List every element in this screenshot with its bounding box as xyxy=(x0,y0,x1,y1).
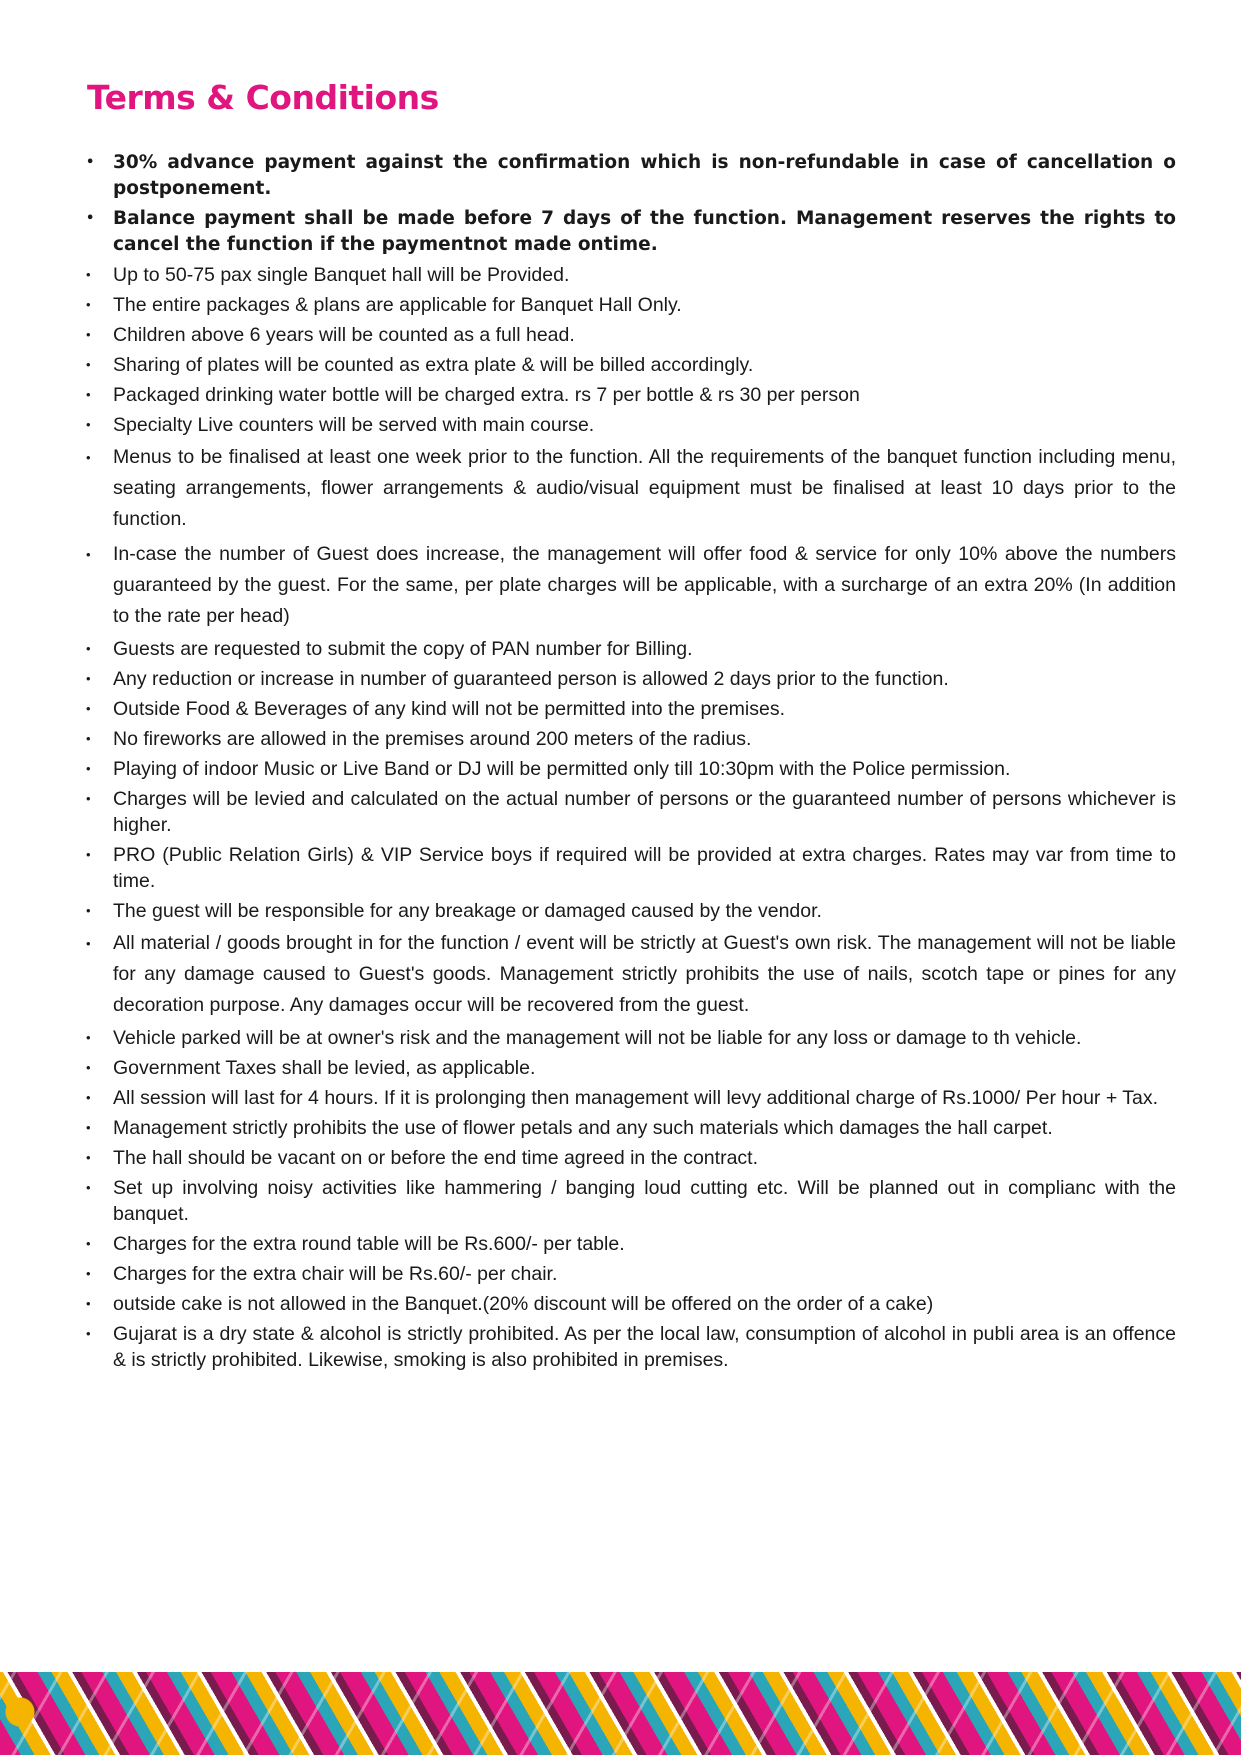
bullet-icon: • xyxy=(86,1030,91,1045)
bullet-icon: • xyxy=(86,417,91,432)
bullet-icon: • xyxy=(86,1180,91,1195)
bullet-icon: • xyxy=(86,450,91,465)
term-item xyxy=(86,1175,1176,1227)
bullet-icon: • xyxy=(86,671,91,686)
bullet-icon: • xyxy=(86,211,95,226)
term-text: Menus to be finalised at least one week prior to the function. All the requirements of the banquet function including menu, seating arrangements, flower arrangements & audio/visual equipment must be finalised at least 10 days prior to the function. xyxy=(113,446,1176,530)
term-text: In-case the number of Guest does increase, the management will offer food & service for only 10% above the numbers guaranteed by the guest. For the same, per plate charges will be applicable, with a surcharge of an extra 20% (In addition to the rate per head) xyxy=(113,543,1176,627)
bullet-icon: • xyxy=(86,327,91,342)
bullet-icon: • xyxy=(86,791,91,806)
bullet-icon: • xyxy=(86,1326,91,1341)
bullet-icon: • xyxy=(86,155,95,170)
term-text: Government Taxes shall be levied, as applicable. xyxy=(113,1057,536,1079)
term-item xyxy=(86,322,1176,348)
bullet-icon: • xyxy=(86,1120,91,1135)
term-item xyxy=(86,150,1176,202)
term-text: PRO (Public Relation Girls) & VIP Service boys if required will be provided at extra charges. Rates may var from time to time. xyxy=(113,844,1176,892)
page-title: Terms & Conditions xyxy=(87,78,439,117)
bullet-icon: • xyxy=(86,267,91,282)
term-item xyxy=(86,1231,1176,1257)
bullet-icon: • xyxy=(86,1090,91,1105)
bullet-icon: • xyxy=(86,1236,91,1251)
bullet-icon: • xyxy=(86,1266,91,1281)
bullet-icon: • xyxy=(86,1150,91,1165)
term-item xyxy=(86,636,1176,662)
term-text: The guest will be responsible for any breakage or damaged caused by the vendor. xyxy=(113,900,822,922)
term-item xyxy=(86,928,1176,1021)
term-item xyxy=(86,786,1176,838)
term-item xyxy=(86,1025,1176,1051)
bullet-icon: • xyxy=(86,1296,91,1311)
bullet-icon: • xyxy=(86,641,91,656)
bullet-icon: • xyxy=(86,761,91,776)
term-item xyxy=(86,1145,1176,1171)
term-text: Any reduction or increase in number of guaranteed person is allowed 2 days prior to the function. xyxy=(113,668,949,690)
bullet-icon: • xyxy=(86,936,91,951)
term-item xyxy=(86,666,1176,692)
term-text: The hall should be vacant on or before the end time agreed in the contract. xyxy=(113,1147,758,1169)
bullet-icon: • xyxy=(86,731,91,746)
term-text: Gujarat is a dry state & alcohol is strictly prohibited. As per the local law, consumption of alcohol in publi area is an offence & is strictly prohibited. Likewise, smoking is also prohibited in premises. xyxy=(113,1323,1176,1371)
bullet-icon: • xyxy=(86,297,91,312)
decorative-pattern-band xyxy=(0,1672,1241,1755)
term-text: Up to 50-75 pax single Banquet hall will be Provided. xyxy=(113,264,570,286)
term-item xyxy=(86,842,1176,894)
term-item xyxy=(86,292,1176,318)
term-text: The entire packages & plans are applicable for Banquet Hall Only. xyxy=(113,294,682,316)
bullet-icon: • xyxy=(86,547,91,562)
term-text: Management strictly prohibits the use of flower petals and any such materials which damages the hall carpet. xyxy=(113,1117,1053,1139)
term-text: Charges for the extra chair will be Rs.60/- per chair. xyxy=(113,1263,558,1285)
term-item xyxy=(86,262,1176,288)
bullet-icon: • xyxy=(86,357,91,372)
term-item xyxy=(86,1291,1176,1317)
terms-list xyxy=(86,150,1176,1377)
term-item xyxy=(86,898,1176,924)
term-text: No fireworks are allowed in the premises around 200 meters of the radius. xyxy=(113,728,752,750)
term-text: Packaged drinking water bottle will be charged extra. rs 7 per bottle & rs 30 per person xyxy=(113,384,860,406)
term-text: Specialty Live counters will be served with main course. xyxy=(113,414,595,436)
term-item xyxy=(86,1261,1176,1287)
term-text: 30% advance payment against the confirmation which is non-refundable in case of cancellation o postponement. xyxy=(113,152,1176,199)
term-item xyxy=(86,1085,1176,1111)
term-text: Set up involving noisy activities like hammering / banging loud cutting etc. Will be planned out in complianc with the banquet. xyxy=(113,1177,1176,1225)
term-text: Outside Food & Beverages of any kind will not be permitted into the premises. xyxy=(113,698,786,720)
term-text: Balance payment shall be made before 7 days of the function. Management reserves the rights to cancel the function if the paymentnot made ontime. xyxy=(113,208,1176,255)
term-item xyxy=(86,412,1176,438)
term-item xyxy=(86,726,1176,752)
term-item xyxy=(86,382,1176,408)
term-item xyxy=(86,539,1176,632)
term-text: Children above 6 years will be counted as a full head. xyxy=(113,324,575,346)
term-item xyxy=(86,756,1176,782)
bullet-icon: • xyxy=(86,701,91,716)
term-text: Sharing of plates will be counted as extra plate & will be billed accordingly. xyxy=(113,354,754,376)
term-text: Vehicle parked will be at owner's risk and the management will not be liable for any loss or damage to th vehicle. xyxy=(113,1027,1082,1049)
term-item xyxy=(86,442,1176,535)
term-text: All material / goods brought in for the function / event will be strictly at Guest's own risk. The management will not be liable for any damage caused to Guest's goods. Management strictly prohibits the use of nails, scotch tape or pines for any decoration purpose. Any damages occur will be recovered from the guest. xyxy=(113,932,1176,1016)
bullet-icon: • xyxy=(86,387,91,402)
term-text: All session will last for 4 hours. If it is prolonging then management will levy additional charge of Rs.1000/ Per hour + Tax. xyxy=(113,1087,1159,1109)
term-item xyxy=(86,206,1176,258)
bullet-icon: • xyxy=(86,903,91,918)
bullet-icon: • xyxy=(86,847,91,862)
term-text: Playing of indoor Music or Live Band or DJ will be permitted only till 10:30pm with the Police permission. xyxy=(113,758,1011,780)
term-item xyxy=(86,1115,1176,1141)
term-item xyxy=(86,696,1176,722)
bullet-icon: • xyxy=(86,1060,91,1075)
term-text: Charges will be levied and calculated on the actual number of persons or the guaranteed number of persons whichever is higher. xyxy=(113,788,1176,836)
term-text: outside cake is not allowed in the Banquet.(20% discount will be offered on the order of a cake) xyxy=(113,1293,934,1315)
term-text: Charges for the extra round table will be Rs.600/- per table. xyxy=(113,1233,625,1255)
term-item xyxy=(86,1321,1176,1373)
term-text: Guests are requested to submit the copy of PAN number for Billing. xyxy=(113,638,693,660)
term-item xyxy=(86,1055,1176,1081)
term-item xyxy=(86,352,1176,378)
